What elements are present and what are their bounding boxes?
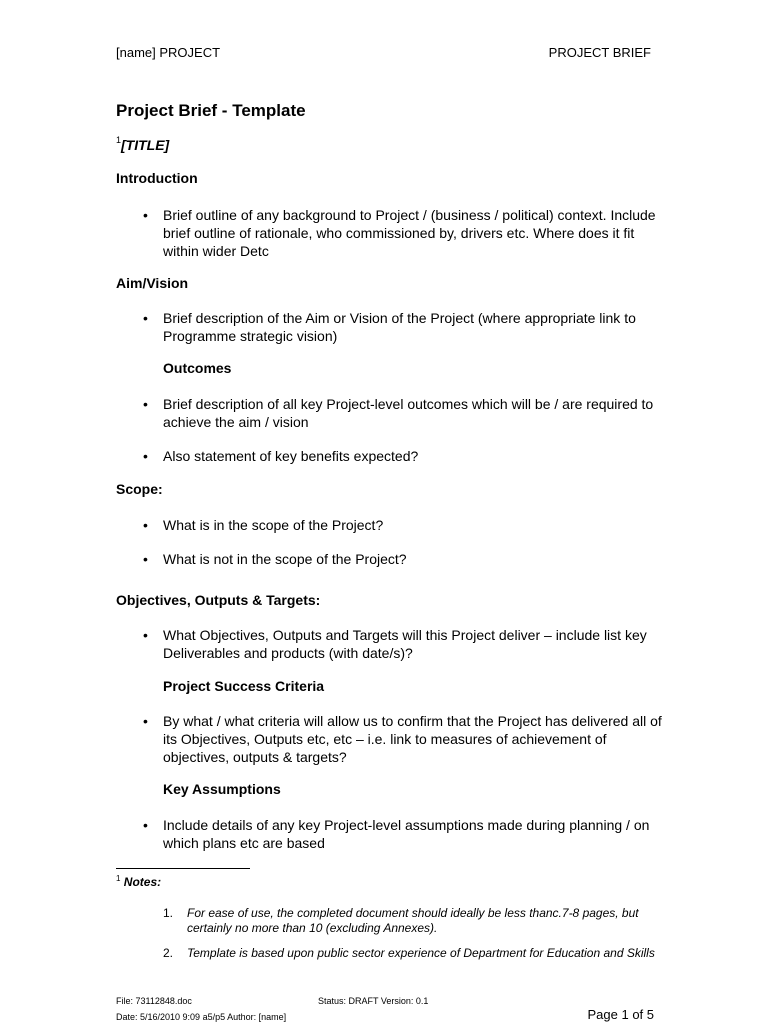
list-item bbox=[143, 395, 663, 431]
list-item-text: By what / what criteria will allow us to confirm that the Project has delivered all of its Objectives, Outputs etc, etc – i.e. link to measures of achievement of objectives, outputs & targets? bbox=[163, 713, 662, 765]
list-item bbox=[143, 309, 663, 345]
footnote-item-text: For ease of use, the completed document should ideally be less thanc.7-8 pages, but certainly no more than 10 (excluding Annexes). bbox=[187, 906, 639, 935]
footnote-item bbox=[163, 906, 663, 936]
title-text: [TITLE] bbox=[121, 137, 170, 153]
bullet-icon: • bbox=[143, 627, 148, 643]
heading-scope: Scope: bbox=[116, 481, 163, 497]
footnote-item-number: 2. bbox=[163, 946, 174, 960]
footer-file: File: 73112848.doc bbox=[116, 996, 192, 1006]
list-item-text: Include details of any key Project-level assumptions made during planning / on which plans etc are based bbox=[163, 817, 650, 851]
header-left: [name] PROJECT bbox=[116, 45, 221, 60]
footer-date-author: Date: 5/16/2010 9:09 a5/p5 Author: [name] bbox=[116, 1012, 287, 1022]
project-title-placeholder bbox=[116, 137, 169, 153]
footnote-heading bbox=[116, 874, 161, 889]
page-title: Project Brief - Template bbox=[116, 101, 306, 120]
list-item-text: What is not in the scope of the Project? bbox=[163, 551, 407, 567]
list-item-text: Brief outline of any background to Project / (business / political) context. Include brief outline of rationale, who commissioned by, drivers etc. Where does it fit within wider Detc bbox=[163, 207, 656, 259]
list-item bbox=[143, 816, 663, 852]
heading-success-criteria: Project Success Criteria bbox=[163, 678, 325, 694]
footnote-item-number: 1. bbox=[163, 906, 174, 920]
footnote-heading-text: Notes: bbox=[123, 875, 162, 889]
list-item bbox=[143, 550, 663, 568]
list-item-text: What is in the scope of the Project? bbox=[163, 517, 384, 533]
heading-outcomes: Outcomes bbox=[163, 360, 232, 376]
list-item-text: Brief description of all key Project-level outcomes which will be / are required to achieve the aim / vision bbox=[163, 396, 654, 430]
footnote-divider bbox=[116, 868, 250, 869]
bullet-icon: • bbox=[143, 396, 148, 412]
bullet-icon: • bbox=[143, 817, 148, 833]
list-item-text: Also statement of key benefits expected? bbox=[163, 448, 419, 464]
bullet-icon: • bbox=[143, 310, 148, 326]
list-item bbox=[143, 712, 663, 766]
footnote-item bbox=[163, 946, 663, 961]
footnote-item-text: Template is based upon public sector experience of Department for Education and Skills bbox=[187, 946, 655, 960]
list-item bbox=[143, 206, 663, 260]
footnote-number: 1 bbox=[116, 874, 121, 883]
footnote-ref[interactable]: 1 bbox=[116, 135, 122, 145]
bullet-icon: • bbox=[143, 448, 148, 464]
list-item bbox=[143, 447, 663, 465]
list-item-text: Brief description of the Aim or Vision of the Project (where appropriate link to Programme strategic vision) bbox=[163, 310, 636, 344]
heading-aim-vision: Aim/Vision bbox=[116, 275, 189, 291]
page-number: Page 1 of 5 bbox=[587, 1007, 654, 1022]
list-item bbox=[143, 626, 663, 662]
list-item bbox=[143, 516, 663, 534]
bullet-icon: • bbox=[143, 551, 148, 567]
list-item-text: What Objectives, Outputs and Targets will this Project deliver – include list key Deliverables and products (with date/s)? bbox=[163, 627, 647, 661]
footer-status: Status: DRAFT Version: 0.1 bbox=[318, 996, 429, 1006]
bullet-icon: • bbox=[143, 517, 148, 533]
heading-introduction: Introduction bbox=[116, 170, 198, 186]
heading-objectives: Objectives, Outputs & Targets: bbox=[116, 592, 321, 608]
heading-key-assumptions: Key Assumptions bbox=[163, 781, 281, 797]
bullet-icon: • bbox=[143, 713, 148, 729]
header-right: PROJECT BRIEF bbox=[548, 45, 651, 60]
bullet-icon: • bbox=[143, 207, 148, 223]
